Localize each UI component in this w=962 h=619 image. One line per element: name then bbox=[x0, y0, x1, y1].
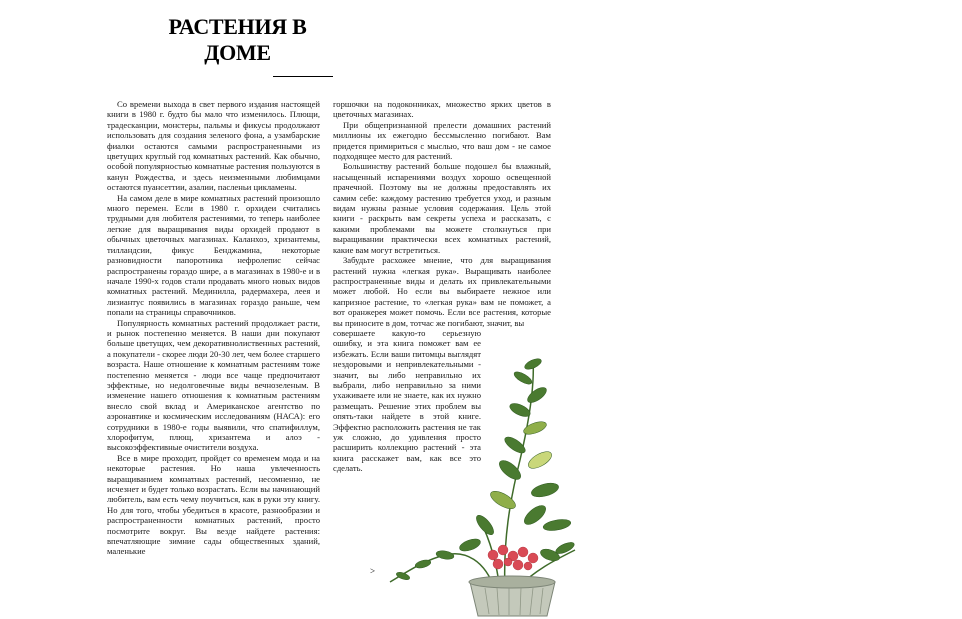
paragraph: На самом деле в мире комнатных растений произошло много перемен. Если в 1980 г. орхидеи считались трудными для любителя растениями, то теперь наиболее легкие для выращивания виды орхидей продают в обычных цветочных магазинах. Каланхоэ, хризантемы, тилландсии, фикус Бенджамина, некоторые разновидности папоротника нефролепис сейчас распространены гораздо шире, а в магазинах в 1980-е и в начале 1990-х годов стали продавать много новых видов комнатных растений. Мединилла, радермахера, леея и лизиантус появились в магазинах гораздо раньше, чем попали на страницы справочников. bbox=[107, 192, 320, 318]
paragraph: горшочки на подоконниках, множество ярких цветов в цветочных магазинах. bbox=[333, 99, 551, 120]
paragraph: Забудьте расхожее мнение, что для выращивания растений нужна «легкая рука». Выращивать наиболее распространенные виды и делать их привлекательными может любой. Но если вы выбираете нежное или капризное растение, то «легкая рука» вам не поможет, а вот оранжерея может помочь. Если все растения, которые вы приносите в дом, тотчас же погибают, значит, вы bbox=[333, 255, 551, 328]
paragraph: При общепризнанной прелести домашних растений миллионы их ежегодно бессмысленно погибают. Вам придется примириться с мыслью, что ваш дом - не самое подходящее место для растений. bbox=[333, 119, 551, 162]
paragraph: Со времени выхода в свет первого издания настоящей книги в 1980 г. будто бы мало что изменилось. Плющи, традесканции, монстеры, пальмы и фикусы продолжают использовать для создания зеленого фона, а узамбарские фиалки остаются самыми распространенными из цветущих круглый год комнатных растений. Как обычно, особой популярностью комнатные растения пользуются в канун Рождества, и здесь неизменными любимцами остаются пуансеттии, азалии, пасленьи цикламены. bbox=[107, 99, 320, 193]
stray-mark: > bbox=[370, 566, 376, 576]
page-title bbox=[150, 14, 325, 66]
title-line-1: РАСТЕНИЯ В bbox=[168, 14, 307, 39]
paragraph: Популярность комнатных растений продолжает расти, и рынок постепенно меняется. В наши дни покупают больше цветущих, чем декоративнолиственных растений, а покупатели - скорее люди 20-30 лет, чем более старшего возраста. Наше отношение к комнатным растениям тоже постепенно меняется - люди все чаще предпочитают эффектные, но недолговечные виды вечнозеленым. В изменение нашего отношения к комнатным растениям внесло свой вклад и Американское агентство по аэронавтике и космическим исследованиям (НАСА): его сотрудники в 1980-е годы выявили, что спатифиллум, хлорофитум, плющ, хризантема и алоэ - высокоэффективные очистители воздуха. bbox=[107, 317, 320, 453]
paragraph: Большинству растений больше подошел бы влажный, насыщенный испарениями воздух хорошо освещенной прачечной. Поэтому вы не должны предоставлять их самим себе: каждому растению требуется уход, и разным видам нужны разные условия содержания. Цель этой книги - раскрыть вам секреты успеха и рассказать, с какими проблемами вы можете столкнуться при выращивании практически всех комнатных растений, какие вам могут встретиться. bbox=[333, 161, 551, 255]
title-rule bbox=[273, 76, 333, 77]
houseplant-pot-icon bbox=[385, 350, 580, 618]
title-line-2: ДОМЕ bbox=[204, 40, 271, 65]
paragraph-wrapped-around-plant: совершаете какую-то серьезную ошибку, и эта книга поможет вам ее избежать. Если ваши питомцы выглядят нездоровыми и непривлекательными - значит, вы либо неправильно их выбрали, либо неправильно за ними ухаживаете или не знаете, как их нужно размещать. Решение этих проблем вы опять-таки найдете в этой книге. Эффектно расположить растения не так уж сложно, до удивления просто расширить коллекцию растений - эта книга расскажет вам, как все это сделать. bbox=[333, 327, 481, 474]
paragraph: Все в мире проходит, пройдет со временем мода и на некоторые растения. Но наша увлеченность выращиванием комнатных растений, несомненно, не исчезнет и будет только возрастать. Если вы начинающий любитель, вам есть чему поучиться, как в руки эту книгу. Но для того, чтобы убедиться в красоте, разнообразии и распространенности комнатных растений, просто посмотрите вокруг. Вы везде найдете растения: впечатляющие зимние сады общественных зданий, маленькие bbox=[107, 452, 320, 557]
text-column-left bbox=[107, 99, 320, 557]
